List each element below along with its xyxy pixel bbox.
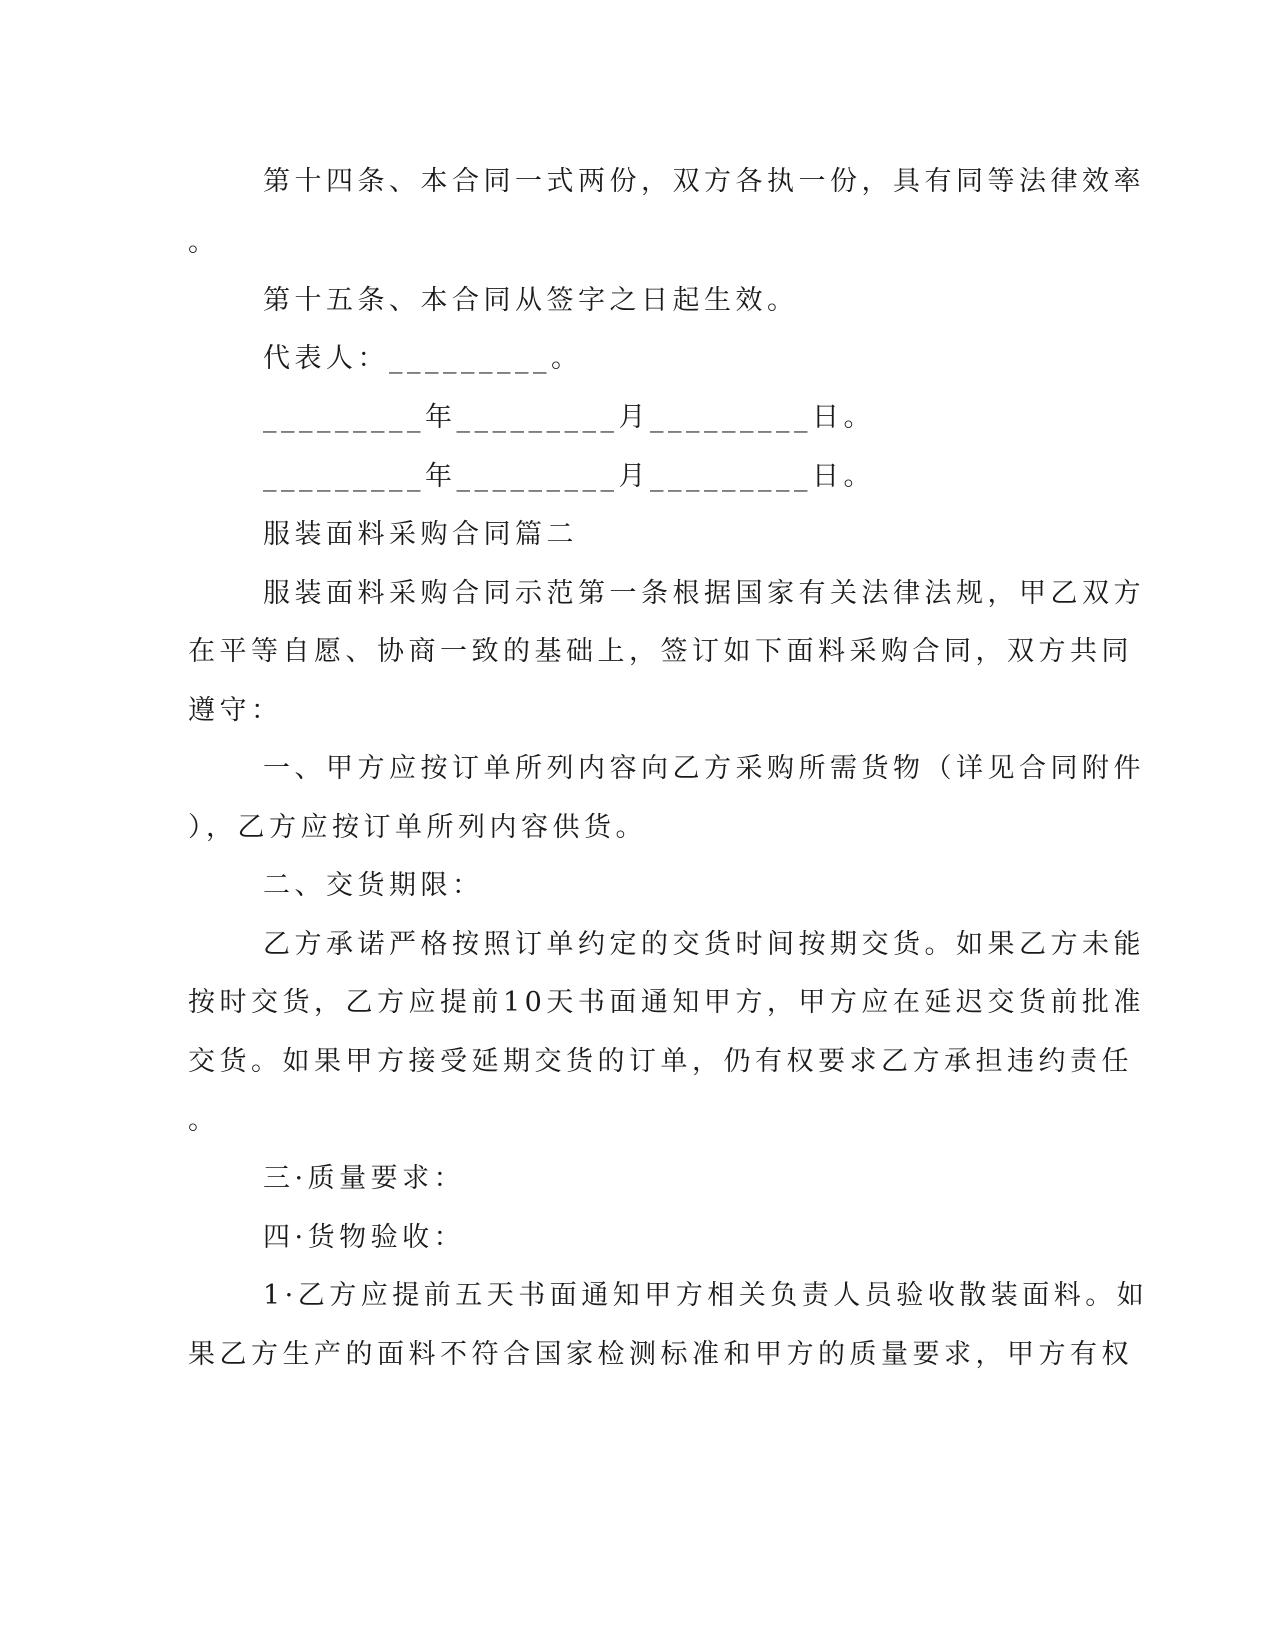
clause-15: 第十五条、本合同从签字之日起生效。 [263,285,799,316]
date-line-2: _________年_________月_________日。 [263,461,875,492]
section-heading: 服装面料采购合同篇二 [263,519,578,550]
item-4-sub-1-line-1: 1·乙方应提前五天书面通知甲方相关负责人员验收散装面料。如 [263,1280,1149,1311]
item-2-line-4: 。 [188,1105,220,1136]
item-1-line-2: ），乙方应按订单所列内容供货。 [188,812,647,843]
item-1-line-1: 一、甲方应按订单所列内容向乙方采购所需货物（详见合同附件 [263,753,1145,784]
item-4-heading: 四·货物验收： [263,1222,466,1253]
item-2-line-3: 交货。如果甲方接受延期交货的订单，仍有权要求乙方承担违约责任 [188,1046,1133,1077]
clause-14-line-2: 。 [188,227,220,258]
article-1-line-3: 遵守： [188,695,283,726]
article-1-line-2: 在平等自愿、协商一致的基础上，签订如下面料采购合同，双方共同 [188,636,1133,667]
article-1-line-1: 服装面料采购合同示范第一条根据国家有关法律法规，甲乙双方 [263,578,1145,609]
item-3-heading: 三·质量要求： [263,1163,466,1194]
item-2-line-1: 乙方承诺严格按照订单约定的交货时间按期交货。如果乙方未能 [263,929,1145,960]
representative-line: 代表人：_________。 [263,343,583,374]
date-line-1: _________年_________月_________日。 [263,402,875,433]
item-2-heading: 二、交货期限： [263,870,484,901]
clause-14-line-1: 第十四条、本合同一式两份，双方各执一份，具有同等法律效率 [263,166,1145,197]
item-4-sub-1-line-2: 果乙方生产的面料不符合国家检测标准和甲方的质量要求，甲方有权 [188,1339,1133,1370]
item-2-line-2: 按时交货，乙方应提前10天书面通知甲方，甲方应在延迟交货前批准 [188,987,1145,1018]
